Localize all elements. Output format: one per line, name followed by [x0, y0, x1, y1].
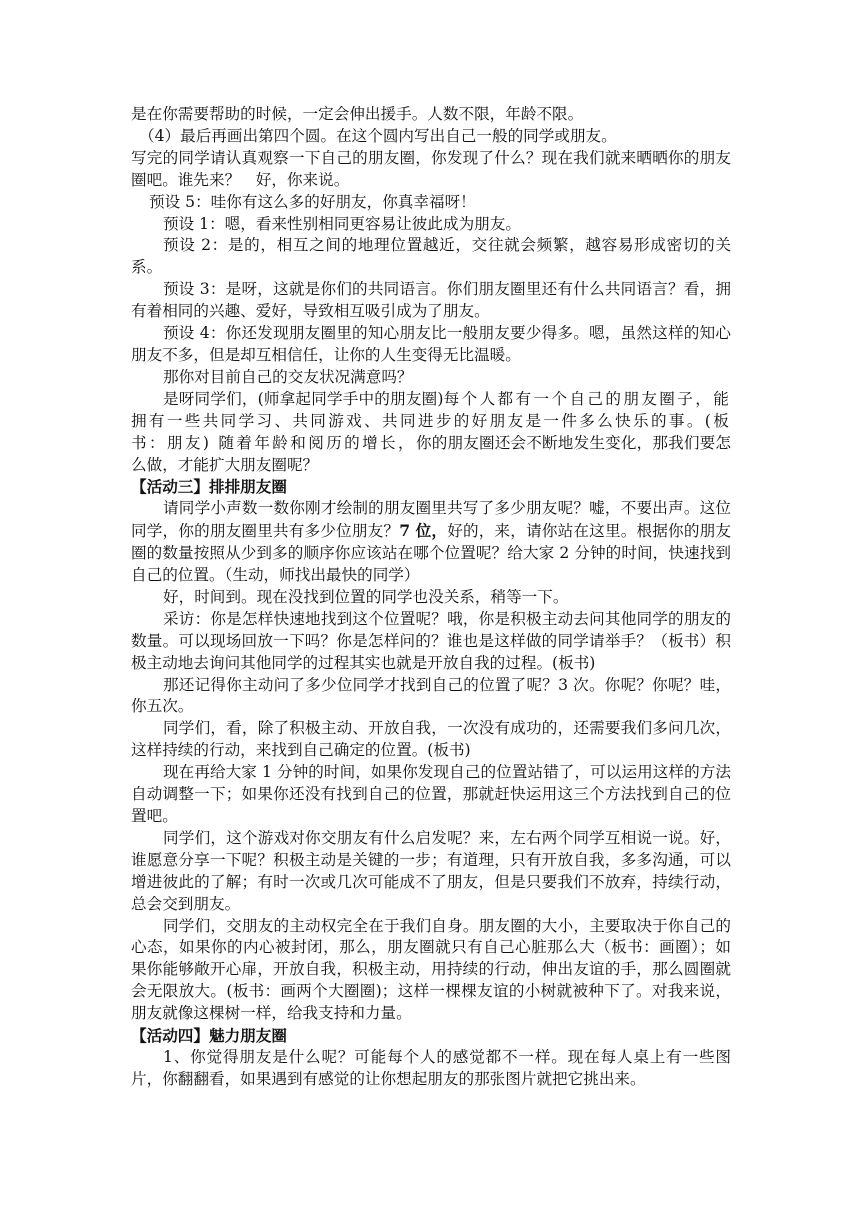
paragraph: [131, 389, 731, 477]
paragraph: [131, 498, 731, 587]
section-heading: 【活动三】排排朋友圈: [131, 477, 287, 497]
paragraph: 预设 3：是呀，这就是你们的共同语言。你们朋友圈里还有什么共同语言？看，拥有着相同的兴趣、爱好，导致相互吸引成为了朋友。: [131, 280, 731, 321]
paragraph: （4）最后再画出第四个圆。在这个圆内写出自己一般的同学或朋友。: [139, 126, 617, 145]
paragraph: 1、你觉得朋友是什么呢？可能每个人的感觉都不一样。现在每人桌上有一些图片，你翻翻看，如果遇到有感觉的让你想起朋友的那张图片就把它挑出来。: [131, 1047, 731, 1088]
paragraph: 写完的同学请认真观察一下自己的朋友圈，你发现了什么？现在我们就来晒晒你的朋友圈吧。谁先来？ 好，你来说。: [131, 148, 731, 189]
paragraph: 那你对目前自己的交友状况满意吗？: [163, 367, 413, 386]
paragraph-text: 请同学小声数一数你刚才绘制的朋友圈里共写了多少朋友呢？嘘，不要出声。这位同学，你的朋友圈里共有多少位朋友？: [131, 499, 731, 541]
paragraph: 预设 2：是的，相互之间的地理位置越近，交往就会频繁，越容易形成密切的关系。: [131, 236, 731, 277]
bold-count: 7 位，: [399, 521, 448, 541]
paragraph: 好，时间到。现在没找到位置的同学也没关系，稍等一下。: [163, 587, 569, 606]
paragraph: 现在再给大家 1 分钟的时间，如果你发现自己的位置站错了，可以运用这样的方法自动调整一下；如果你还没有找到自己的位置，那就赶快运用这三个方法找到自己的位置吧。: [131, 763, 731, 825]
paragraph: 预设 1：嗯，看来性别相同更容易让彼此成为朋友。: [163, 214, 521, 233]
paragraph-text: 你的朋友圈还会不断地发生变化，那我们要怎么做，才能扩大朋友圈呢？: [131, 433, 731, 474]
paragraph: 那还记得你主动问了多少位同学才找到自己的位置了呢？3 次。你呢？你呢？哇，你五次。: [131, 675, 731, 716]
paragraph: 同学们，看，除了积极主动、开放自我，一次没有成功的，还需要我们多问几次，这样持续的行动，来找到自己确定的位置。(板书): [131, 719, 731, 760]
paragraph: 预设 5：哇你有这么多的好朋友，你真幸福呀！: [149, 192, 476, 211]
paragraph: 采访：你是怎样快速地找到这个位置呢？哦，你是积极主动去问其他同学的朋友的数量。可以现场回放一下吗？你是怎样问的？谁也是这样做的同学请举手？（板书）积极主动地去询问其他同学的过程其实也就是开放自我的过程。(板书): [131, 609, 731, 672]
paragraph: 是在你需要帮助的时候，一定会伸出援手。人数不限，年龄不限。: [131, 105, 584, 123]
paragraph: 同学们，这个游戏对你交朋友有什么启发呢？来，左右两个同学互相说一说。好，谁愿意分享一下呢？积极主动是关键的一步；有道理，只有开放自我，多多沟通，可以增进彼此的了解；有时一次或几次可能成不了朋友，但是只要我们不放弃，持续行动，总会交到朋友。: [131, 828, 731, 913]
paragraph-text: 是呀同学们，(师拿起同学手中的朋友圈): [163, 389, 444, 408]
paragraph-text-spaced: 每个人都有一个自己的朋友圈子，能拥有一些共同学习、共同游戏、共同进步的好朋友是一件多么快乐的事。(板书：朋友) 随着年龄和阅历的增长，: [131, 389, 732, 452]
section-heading: 【活动四】魅力朋友圈: [131, 1026, 287, 1046]
document-page: [131, 104, 731, 1091]
paragraph-text: 好的，来，请你站在这里。根据你的朋友圈的数量按照从少到多的顺序你应该站在哪个位置呢？给大家 2 分钟的时间，快速找到自己的位置。（生动，师找出最快的同学）: [131, 522, 731, 585]
paragraph: 同学们，交朋友的主动权完全在于我们自身。朋友圈的大小，主要取决于你自己的心态，如果你的内心被封闭，那么，朋友圈就只有自己心脏那么大（板书：画圈）；如果你能够敞开心扉，开放自我，积极主动，用持续的行动，伸出友谊的手，那么圆圈就会无限放大。(板书：画两个大圈圈)；这样一棵棵友谊的小树就被种下了。对我来说，朋友就像这棵树一样，给我支持和力量。: [131, 916, 731, 1023]
paragraph: 预设 4：你还发现朋友圈里的知心朋友比一般朋友要少得多。嗯，虽然这样的知心朋友不多，但是却互相信任，让你的人生变得无比温暖。: [131, 324, 731, 364]
